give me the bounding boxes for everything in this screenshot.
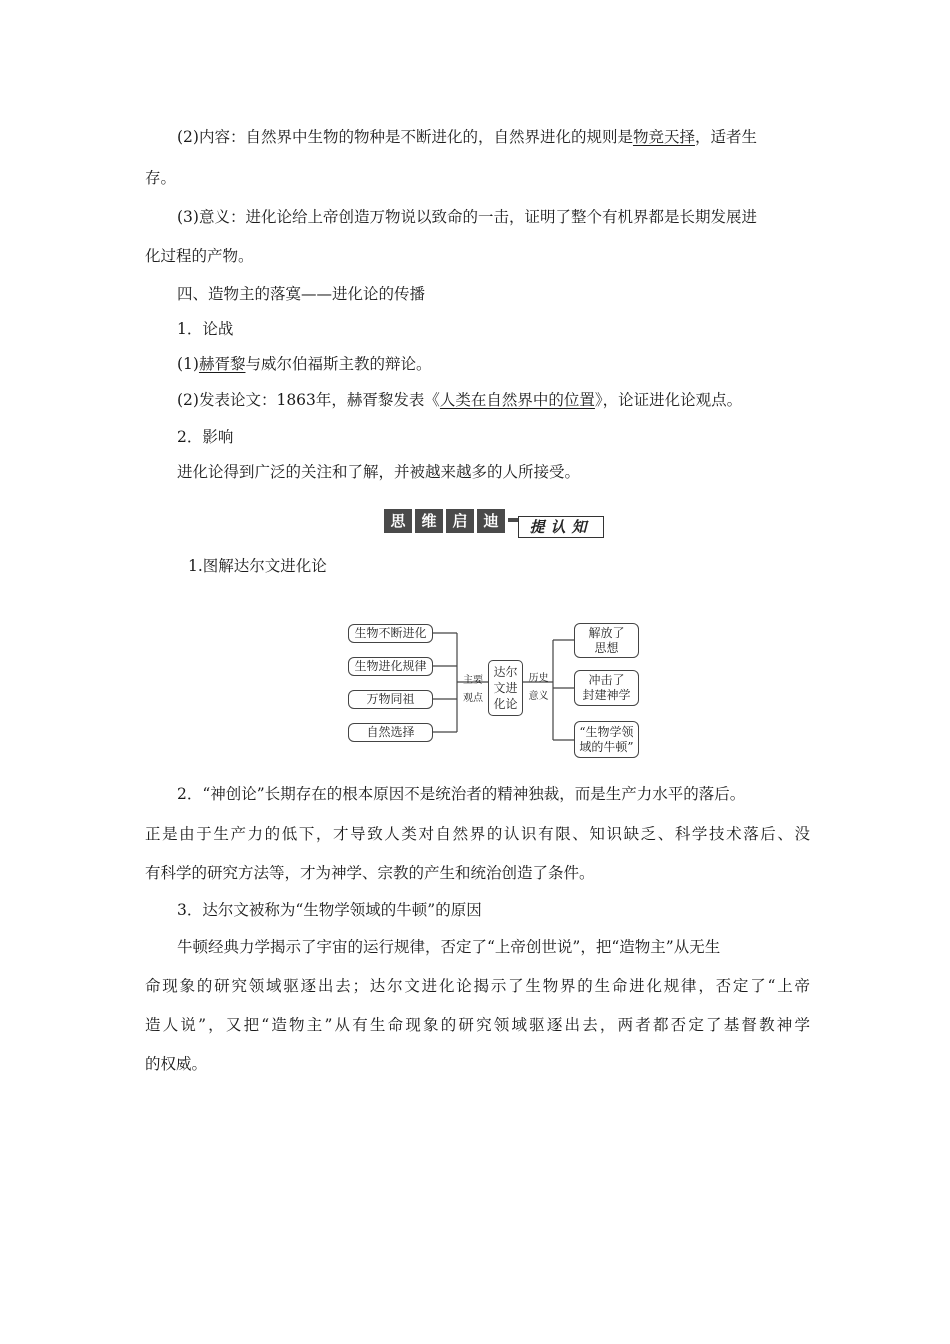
darwin-evolution-diagram: [345, 620, 645, 760]
banner-subtitle: 提认知: [518, 516, 604, 538]
debate-item-2: [177, 389, 810, 411]
label-historical-significance: [525, 672, 552, 704]
diagram-box-left: 生物进化规律: [348, 657, 433, 676]
point3-line-4: 的权威。: [145, 1055, 208, 1073]
center-line: 化论: [493, 697, 518, 711]
banner-char: 启: [446, 509, 474, 533]
banner-chars: [384, 509, 505, 533]
banner-char: 思: [384, 509, 412, 533]
box-line: 解放了: [588, 625, 625, 640]
label-main-points: [459, 674, 487, 706]
diagram-box-right: [574, 623, 639, 658]
box-line: 冲击了: [588, 673, 625, 687]
debate-item-1: [177, 353, 810, 375]
content-text-end: ，适者生: [694, 128, 757, 146]
banner-char: 维: [415, 509, 443, 533]
underlined-term-paper-title: 人类在自然界中的位置: [439, 391, 595, 409]
point3-line-3: 造人说”，又把“造物主”从有生命现象的研究领域驱逐出去，两者都否定了基督教神学: [145, 1016, 810, 1034]
label-line: 主要: [463, 675, 483, 686]
content-text: (2)内容：自然界中生物的物种是不断进化的，自然界进化的规则是: [177, 128, 633, 146]
point2-line-2: 正是由于生产力的低下，才导致人类对自然界的认识有限、知识缺乏、科学技术落后、没: [145, 825, 810, 843]
diagram-box-left: 万物同祖: [348, 690, 433, 709]
point2-line-3: 有科学的研究方法等，才为神学、宗教的产生和统治创造了条件。: [145, 864, 595, 882]
point1-title: 1.图解达尔文进化论: [188, 557, 327, 575]
diagram-center-box: [488, 660, 523, 716]
section-heading: 四、造物主的落寞——进化论的传播: [177, 285, 426, 303]
label-line: 历史: [528, 673, 549, 684]
box-line: 封建神学: [582, 688, 631, 702]
item-text-post: 》，论证进化论观点。: [594, 391, 743, 409]
box-line: 思想: [594, 640, 619, 655]
diagram-box-left: 生物不断进化: [348, 624, 433, 643]
point3-line-2: 命现象的研究领域驱逐出去；达尔文进化论揭示了生物界的生命进化规律，否定了“上帝: [145, 977, 810, 995]
subheading-influence: 2．影响: [177, 428, 234, 446]
label-line: 意义: [528, 691, 549, 702]
banner-char: 迪: [477, 509, 505, 533]
label-line: 观点: [463, 693, 483, 704]
content-line-2: 存。: [145, 169, 177, 187]
meaning-line-2: 化过程的产物。: [145, 247, 254, 265]
underlined-term-natural-selection: 物竞天择: [632, 128, 695, 146]
point3-title: 3．达尔文被称为“生物学领域的牛顿”的原因: [177, 901, 482, 919]
box-line: 域的牛顿”: [579, 739, 634, 754]
point3-line-1: 牛顿经典力学揭示了宇宙的运行规律，否定了“上帝创世说”，把“造物主”从无生: [177, 938, 721, 956]
subheading-debate: 1．论战: [177, 320, 234, 338]
box-line: “生物学领: [579, 724, 634, 739]
diagram-box-right: [574, 670, 639, 706]
item-number: (1): [177, 355, 199, 373]
item-text: 与威尔伯福斯主教的辩论。: [245, 355, 432, 373]
influence-text: 进化论得到广泛的关注和了解，并被越来越多的人所接受。: [177, 463, 581, 481]
center-line: 文进: [493, 681, 518, 695]
content-line-1: [177, 126, 810, 148]
diagram-box-left: 自然选择: [348, 723, 433, 742]
meaning-line-1: (3)意义：进化论给上帝创造万物说以致命的一击，证明了整个有机界都是长期发展进: [177, 208, 757, 226]
underlined-term-huxley: 赫胥黎: [198, 355, 246, 373]
diagram-box-right: [574, 721, 639, 758]
item-text-pre: (2)发表论文：1863年，赫胥黎发表《: [177, 391, 440, 409]
center-line: 达尔: [493, 665, 518, 679]
point2-line-1: 2．“神创论”长期存在的根本原因不是统治者的精神独裁，而是生产力水平的落后。: [177, 785, 746, 803]
